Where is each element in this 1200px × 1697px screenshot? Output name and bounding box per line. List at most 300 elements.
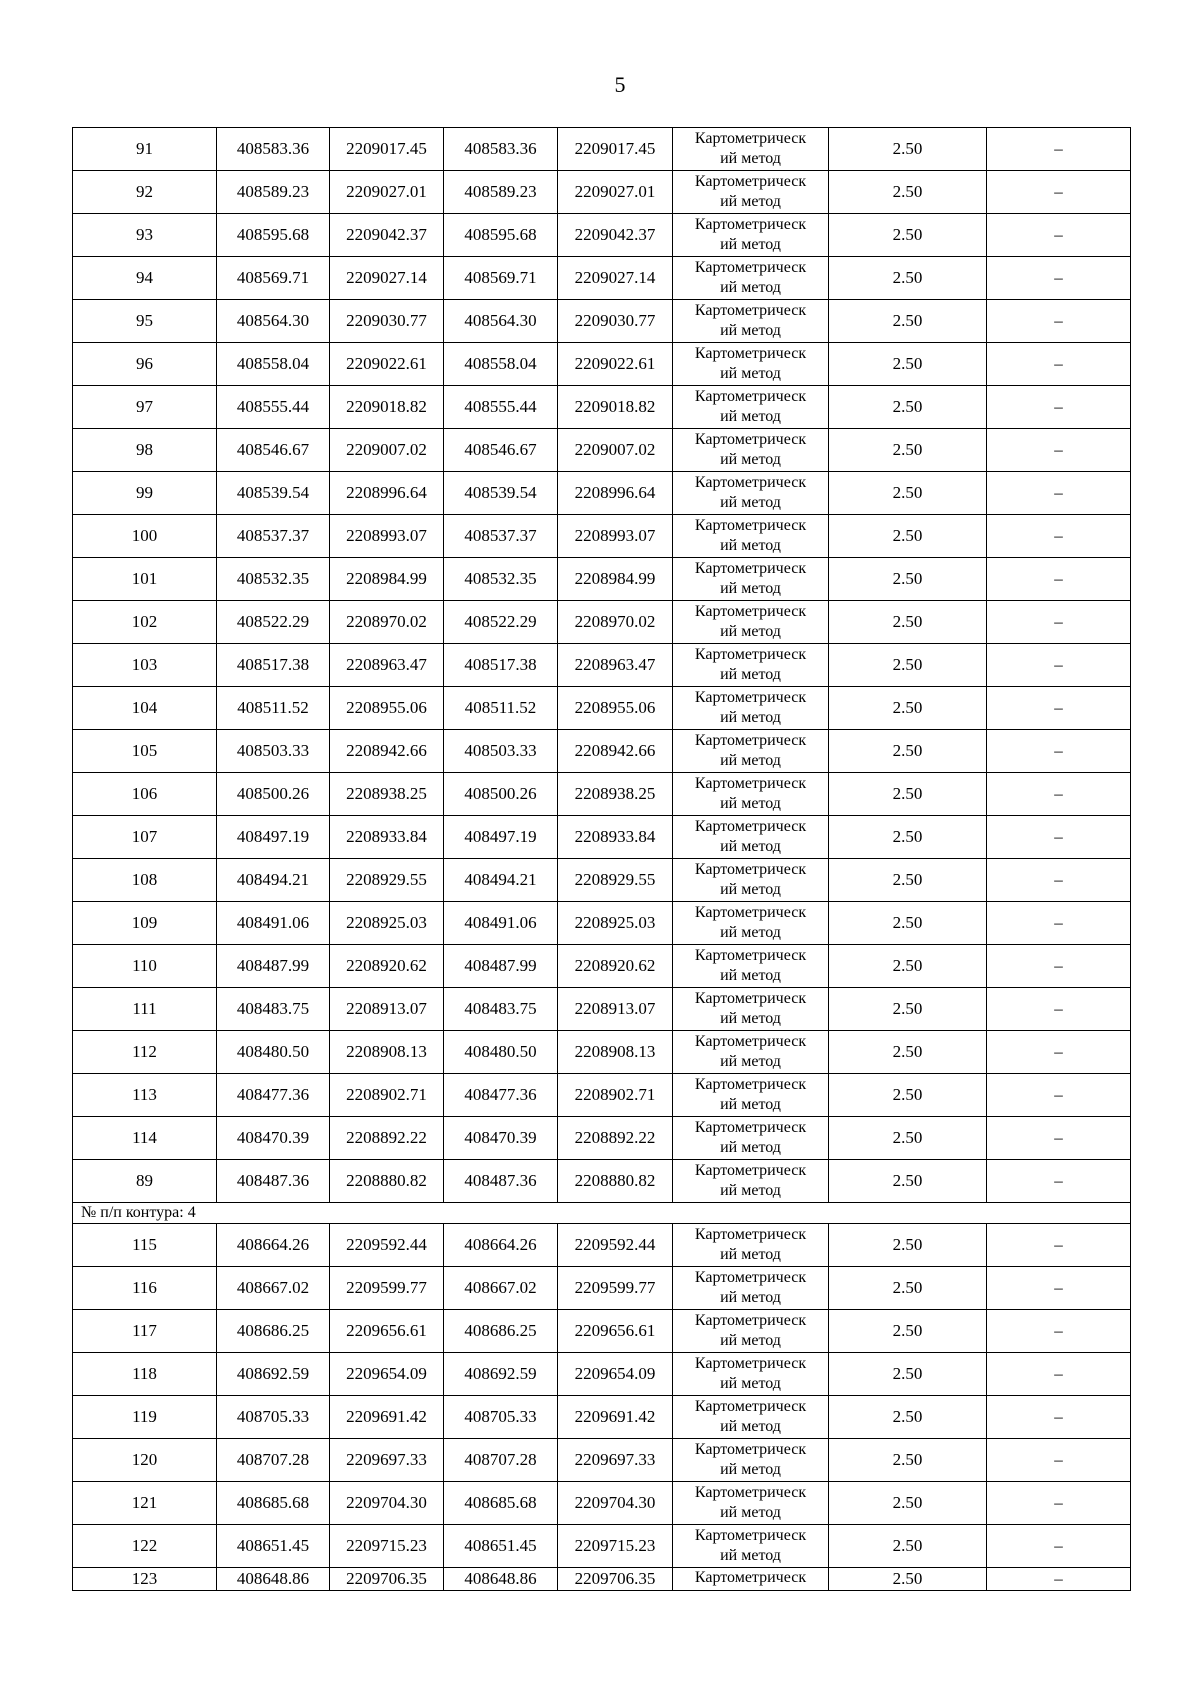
method-cell: [673, 1439, 829, 1482]
existing-x-cell: 408491.06: [217, 902, 330, 945]
accuracy-cell: 2.50: [829, 816, 987, 859]
new-y-cell: 2208880.82: [558, 1160, 673, 1203]
accuracy-cell: 2.50: [829, 1439, 987, 1482]
description-cell: –: [987, 730, 1131, 773]
description-cell: –: [987, 300, 1131, 343]
point-number-cell: 117: [73, 1310, 217, 1353]
existing-x-cell: 408480.50: [217, 1031, 330, 1074]
new-y-cell: 2208892.22: [558, 1117, 673, 1160]
accuracy-cell: 2.50: [829, 1482, 987, 1525]
existing-y-cell: 2209592.44: [330, 1224, 444, 1267]
method-cell: [673, 472, 829, 515]
new-y-cell: 2209030.77: [558, 300, 673, 343]
method-line-2: ий метод: [720, 1375, 781, 1392]
description-cell: –: [987, 171, 1131, 214]
existing-x-cell: 408537.37: [217, 515, 330, 558]
existing-x-cell: 408517.38: [217, 644, 330, 687]
new-x-cell: 408511.52: [444, 687, 558, 730]
new-y-cell: 2209017.45: [558, 128, 673, 171]
point-number-cell: 95: [73, 300, 217, 343]
new-x-cell: 408692.59: [444, 1353, 558, 1396]
table-row: [73, 128, 1131, 171]
new-y-cell: 2208996.64: [558, 472, 673, 515]
table-row: [73, 1396, 1131, 1439]
table-row: [73, 386, 1131, 429]
existing-x-cell: 408589.23: [217, 171, 330, 214]
accuracy-cell: 2.50: [829, 859, 987, 902]
existing-y-cell: 2208970.02: [330, 601, 444, 644]
existing-y-cell: 2208892.22: [330, 1117, 444, 1160]
description-cell: –: [987, 386, 1131, 429]
table-row: [73, 773, 1131, 816]
new-y-cell: 2208955.06: [558, 687, 673, 730]
accuracy-cell: 2.50: [829, 1160, 987, 1203]
method-line-1: Картометрическ: [694, 259, 807, 276]
method-line-2: ий метод: [720, 1332, 781, 1349]
description-cell: –: [987, 1310, 1131, 1353]
new-y-cell: 2209592.44: [558, 1224, 673, 1267]
table-row: [73, 429, 1131, 472]
description-cell: –: [987, 214, 1131, 257]
existing-y-cell: 2209027.01: [330, 171, 444, 214]
existing-y-cell: 2209017.45: [330, 128, 444, 171]
description-cell: –: [987, 1353, 1131, 1396]
table-row: [73, 859, 1131, 902]
point-number-cell: 102: [73, 601, 217, 644]
accuracy-cell: 2.50: [829, 1310, 987, 1353]
new-x-cell: 408558.04: [444, 343, 558, 386]
table-row: [73, 1267, 1131, 1310]
description-cell: –: [987, 257, 1131, 300]
table-row: [73, 1525, 1131, 1568]
method-cell: [673, 1160, 829, 1203]
point-number-cell: 121: [73, 1482, 217, 1525]
method-line-2: ий метод: [720, 537, 781, 554]
method-line-1: Картометрическ: [694, 1355, 807, 1372]
point-number-cell: 111: [73, 988, 217, 1031]
method-line-1: Картометрическ: [694, 474, 807, 491]
method-line-2: ий метод: [720, 709, 781, 726]
accuracy-cell: 2.50: [829, 644, 987, 687]
new-x-cell: 408648.86: [444, 1568, 558, 1591]
accuracy-cell: 2.50: [829, 1031, 987, 1074]
description-cell: –: [987, 343, 1131, 386]
method-line-1: Картометрическ: [694, 603, 807, 620]
new-x-cell: 408503.33: [444, 730, 558, 773]
description-cell: –: [987, 1031, 1131, 1074]
existing-x-cell: 408705.33: [217, 1396, 330, 1439]
new-x-cell: 408667.02: [444, 1267, 558, 1310]
point-number-cell: 108: [73, 859, 217, 902]
description-cell: –: [987, 1160, 1131, 1203]
existing-x-cell: 408564.30: [217, 300, 330, 343]
method-line-1: Картометрическ: [694, 345, 807, 362]
existing-y-cell: 2208920.62: [330, 945, 444, 988]
method-line-2: ий метод: [720, 236, 781, 253]
accuracy-cell: 2.50: [829, 558, 987, 601]
page-number: 5: [614, 72, 626, 97]
existing-x-cell: 408583.36: [217, 128, 330, 171]
accuracy-cell: 2.50: [829, 1267, 987, 1310]
method-cell: [673, 988, 829, 1031]
method-line-1: Картометрическ: [694, 1569, 807, 1586]
existing-y-cell: 2208938.25: [330, 773, 444, 816]
existing-y-cell: 2209027.14: [330, 257, 444, 300]
existing-y-cell: 2209018.82: [330, 386, 444, 429]
new-y-cell: 2208920.62: [558, 945, 673, 988]
new-x-cell: 408494.21: [444, 859, 558, 902]
point-number-cell: 89: [73, 1160, 217, 1203]
table-row: [73, 988, 1131, 1031]
new-y-cell: 2208970.02: [558, 601, 673, 644]
method-line-1: Картометрическ: [694, 904, 807, 921]
existing-y-cell: 2208880.82: [330, 1160, 444, 1203]
existing-x-cell: 408470.39: [217, 1117, 330, 1160]
table-row: [73, 1160, 1131, 1203]
new-x-cell: 408480.50: [444, 1031, 558, 1074]
table-row: [73, 945, 1131, 988]
existing-x-cell: 408497.19: [217, 816, 330, 859]
existing-y-cell: 2208993.07: [330, 515, 444, 558]
method-cell: [673, 601, 829, 644]
existing-y-cell: 2209007.02: [330, 429, 444, 472]
method-cell: [673, 1525, 829, 1568]
method-cell: [673, 300, 829, 343]
existing-x-cell: 408595.68: [217, 214, 330, 257]
accuracy-cell: 2.50: [829, 687, 987, 730]
method-line-1: Картометрическ: [694, 1441, 807, 1458]
point-number-cell: 97: [73, 386, 217, 429]
new-x-cell: 408539.54: [444, 472, 558, 515]
existing-x-cell: 408487.36: [217, 1160, 330, 1203]
point-number-cell: 101: [73, 558, 217, 601]
existing-y-cell: 2209030.77: [330, 300, 444, 343]
method-line-1: Картометрическ: [694, 130, 807, 147]
accuracy-cell: 2.50: [829, 773, 987, 816]
method-cell: [673, 773, 829, 816]
accuracy-cell: 2.50: [829, 1568, 987, 1591]
point-number-cell: 106: [73, 773, 217, 816]
existing-x-cell: 408511.52: [217, 687, 330, 730]
existing-y-cell: 2208908.13: [330, 1031, 444, 1074]
method-line-1: Картометрическ: [694, 947, 807, 964]
existing-x-cell: 408648.86: [217, 1568, 330, 1591]
new-x-cell: 408497.19: [444, 816, 558, 859]
existing-x-cell: 408667.02: [217, 1267, 330, 1310]
point-number-cell: 114: [73, 1117, 217, 1160]
method-line-2: ий метод: [720, 1504, 781, 1521]
description-cell: –: [987, 1525, 1131, 1568]
description-cell: –: [987, 472, 1131, 515]
existing-y-cell: 2209654.09: [330, 1353, 444, 1396]
method-cell: [673, 1482, 829, 1525]
new-x-cell: 408537.37: [444, 515, 558, 558]
existing-y-cell: 2209042.37: [330, 214, 444, 257]
table-row: [73, 1117, 1131, 1160]
description-cell: –: [987, 1074, 1131, 1117]
existing-x-cell: 408692.59: [217, 1353, 330, 1396]
table-row: [73, 257, 1131, 300]
method-cell: [673, 1031, 829, 1074]
existing-x-cell: 408487.99: [217, 945, 330, 988]
new-x-cell: 408707.28: [444, 1439, 558, 1482]
method-line-1: Картометрическ: [694, 818, 807, 835]
existing-x-cell: 408539.54: [217, 472, 330, 515]
new-x-cell: 408651.45: [444, 1525, 558, 1568]
method-line-1: Картометрическ: [694, 431, 807, 448]
point-number-cell: 92: [73, 171, 217, 214]
method-line-2: ий метод: [720, 193, 781, 210]
method-line-1: Картометрическ: [694, 775, 807, 792]
new-x-cell: 408546.67: [444, 429, 558, 472]
new-y-cell: 2208929.55: [558, 859, 673, 902]
method-line-2: ий метод: [720, 1053, 781, 1070]
point-number-cell: 113: [73, 1074, 217, 1117]
new-y-cell: 2209704.30: [558, 1482, 673, 1525]
method-line-1: Картометрическ: [694, 1312, 807, 1329]
new-y-cell: 2209654.09: [558, 1353, 673, 1396]
table-row: [73, 644, 1131, 687]
existing-y-cell: 2209715.23: [330, 1525, 444, 1568]
table-row: [73, 1310, 1131, 1353]
method-line-2: ий метод: [720, 967, 781, 984]
new-x-cell: 408500.26: [444, 773, 558, 816]
existing-y-cell: 2208942.66: [330, 730, 444, 773]
point-number-cell: 115: [73, 1224, 217, 1267]
accuracy-cell: 2.50: [829, 1074, 987, 1117]
new-y-cell: 2208993.07: [558, 515, 673, 558]
method-line-2: ий метод: [720, 150, 781, 167]
new-x-cell: 408487.36: [444, 1160, 558, 1203]
existing-y-cell: 2209022.61: [330, 343, 444, 386]
existing-y-cell: 2208933.84: [330, 816, 444, 859]
point-number-cell: 119: [73, 1396, 217, 1439]
description-cell: –: [987, 1267, 1131, 1310]
point-number-cell: 109: [73, 902, 217, 945]
method-line-1: Картометрическ: [694, 302, 807, 319]
new-y-cell: 2209022.61: [558, 343, 673, 386]
method-line-1: Картометрическ: [694, 1527, 807, 1544]
method-line-2: ий метод: [720, 408, 781, 425]
existing-y-cell: 2209656.61: [330, 1310, 444, 1353]
existing-y-cell: 2209691.42: [330, 1396, 444, 1439]
method-cell: [673, 1117, 829, 1160]
existing-y-cell: 2209706.35: [330, 1568, 444, 1591]
point-number-cell: 94: [73, 257, 217, 300]
new-y-cell: 2209018.82: [558, 386, 673, 429]
existing-x-cell: 408685.68: [217, 1482, 330, 1525]
method-cell: [673, 816, 829, 859]
existing-x-cell: 408686.25: [217, 1310, 330, 1353]
new-x-cell: 408705.33: [444, 1396, 558, 1439]
new-x-cell: 408686.25: [444, 1310, 558, 1353]
method-line-1: Картометрическ: [694, 173, 807, 190]
method-line-2: ий метод: [720, 1139, 781, 1156]
method-line-2: ий метод: [720, 1182, 781, 1199]
description-cell: –: [987, 1224, 1131, 1267]
accuracy-cell: 2.50: [829, 945, 987, 988]
point-number-cell: 123: [73, 1568, 217, 1591]
new-x-cell: 408517.38: [444, 644, 558, 687]
method-line-2: ий метод: [720, 666, 781, 683]
new-y-cell: 2209691.42: [558, 1396, 673, 1439]
method-cell: [673, 558, 829, 601]
existing-x-cell: 408546.67: [217, 429, 330, 472]
point-number-cell: 98: [73, 429, 217, 472]
method-line-2: ий метод: [720, 1096, 781, 1113]
point-number-cell: 107: [73, 816, 217, 859]
table-row: [73, 601, 1131, 644]
existing-x-cell: 408664.26: [217, 1224, 330, 1267]
method-line-1: Картометрическ: [694, 560, 807, 577]
point-number-cell: 120: [73, 1439, 217, 1482]
point-number-cell: 116: [73, 1267, 217, 1310]
table-row: [73, 214, 1131, 257]
existing-x-cell: 408707.28: [217, 1439, 330, 1482]
new-x-cell: 408589.23: [444, 171, 558, 214]
new-y-cell: 2208938.25: [558, 773, 673, 816]
table-row: [73, 515, 1131, 558]
accuracy-cell: 2.50: [829, 300, 987, 343]
existing-x-cell: 408500.26: [217, 773, 330, 816]
point-number-cell: 105: [73, 730, 217, 773]
existing-y-cell: 2208955.06: [330, 687, 444, 730]
accuracy-cell: 2.50: [829, 1117, 987, 1160]
existing-y-cell: 2208963.47: [330, 644, 444, 687]
accuracy-cell: 2.50: [829, 730, 987, 773]
method-line-1: Картометрическ: [694, 1033, 807, 1050]
method-cell: [673, 343, 829, 386]
new-y-cell: 2209007.02: [558, 429, 673, 472]
existing-y-cell: 2209704.30: [330, 1482, 444, 1525]
method-cell: [673, 171, 829, 214]
new-y-cell: 2209715.23: [558, 1525, 673, 1568]
new-y-cell: 2208913.07: [558, 988, 673, 1031]
table-row: [73, 1353, 1131, 1396]
method-line-1: Картометрическ: [694, 1484, 807, 1501]
method-line-2: ий метод: [720, 1418, 781, 1435]
new-x-cell: 408522.29: [444, 601, 558, 644]
new-x-cell: 408569.71: [444, 257, 558, 300]
existing-x-cell: 408651.45: [217, 1525, 330, 1568]
method-line-1: Картометрическ: [694, 732, 807, 749]
method-line-2: ий метод: [720, 623, 781, 640]
new-y-cell: 2208942.66: [558, 730, 673, 773]
description-cell: –: [987, 1568, 1131, 1591]
point-number-cell: 99: [73, 472, 217, 515]
existing-y-cell: 2209599.77: [330, 1267, 444, 1310]
accuracy-cell: 2.50: [829, 1353, 987, 1396]
coordinates-table: [72, 127, 1131, 1591]
new-y-cell: 2208984.99: [558, 558, 673, 601]
method-line-2: ий метод: [720, 881, 781, 898]
description-cell: –: [987, 128, 1131, 171]
description-cell: –: [987, 773, 1131, 816]
existing-y-cell: 2208902.71: [330, 1074, 444, 1117]
table-row: [73, 687, 1131, 730]
method-cell: [673, 1074, 829, 1117]
point-number-cell: 104: [73, 687, 217, 730]
table-row: [73, 343, 1131, 386]
new-x-cell: 408470.39: [444, 1117, 558, 1160]
table-row: [73, 730, 1131, 773]
table-row: [73, 1439, 1131, 1482]
method-line-2: ий метод: [720, 1010, 781, 1027]
table-row: [73, 1568, 1131, 1591]
new-x-cell: 408532.35: [444, 558, 558, 601]
new-x-cell: 408483.75: [444, 988, 558, 1031]
table-row: [73, 902, 1131, 945]
accuracy-cell: 2.50: [829, 1396, 987, 1439]
method-cell: [673, 859, 829, 902]
method-line-1: Картометрическ: [694, 1269, 807, 1286]
method-cell: [673, 1353, 829, 1396]
method-line-1: Картометрическ: [694, 388, 807, 405]
new-y-cell: 2209042.37: [558, 214, 673, 257]
existing-y-cell: 2208913.07: [330, 988, 444, 1031]
new-y-cell: 2208925.03: [558, 902, 673, 945]
table-row: [73, 1074, 1131, 1117]
method-cell: [673, 257, 829, 300]
description-cell: –: [987, 687, 1131, 730]
existing-y-cell: 2209697.33: [330, 1439, 444, 1482]
table-row: [73, 472, 1131, 515]
description-cell: –: [987, 601, 1131, 644]
method-cell: [673, 644, 829, 687]
method-line-2: ий метод: [720, 838, 781, 855]
point-number-cell: 100: [73, 515, 217, 558]
method-line-2: ий метод: [720, 365, 781, 382]
method-line-1: Картометрическ: [694, 216, 807, 233]
new-x-cell: 408491.06: [444, 902, 558, 945]
method-cell: [673, 128, 829, 171]
method-line-2: ий метод: [720, 279, 781, 296]
method-line-1: Картометрическ: [694, 689, 807, 706]
table-row: [73, 558, 1131, 601]
method-line-2: ий метод: [720, 580, 781, 597]
description-cell: –: [987, 988, 1131, 1031]
accuracy-cell: 2.50: [829, 472, 987, 515]
existing-x-cell: 408569.71: [217, 257, 330, 300]
method-line-2: ий метод: [720, 1289, 781, 1306]
accuracy-cell: 2.50: [829, 988, 987, 1031]
method-cell: [673, 945, 829, 988]
description-cell: –: [987, 859, 1131, 902]
description-cell: –: [987, 816, 1131, 859]
new-x-cell: 408555.44: [444, 386, 558, 429]
method-line-2: ий метод: [720, 752, 781, 769]
accuracy-cell: 2.50: [829, 343, 987, 386]
existing-x-cell: 408522.29: [217, 601, 330, 644]
point-number-cell: 122: [73, 1525, 217, 1568]
point-number-cell: 96: [73, 343, 217, 386]
method-line-2: ий метод: [720, 494, 781, 511]
contour-section-row: [73, 1203, 1131, 1224]
method-line-1: Картометрическ: [694, 646, 807, 663]
existing-y-cell: 2208996.64: [330, 472, 444, 515]
accuracy-cell: 2.50: [829, 1224, 987, 1267]
point-number-cell: 103: [73, 644, 217, 687]
method-cell: [673, 1310, 829, 1353]
accuracy-cell: 2.50: [829, 515, 987, 558]
method-cell: [673, 1568, 829, 1591]
new-y-cell: 2209706.35: [558, 1568, 673, 1591]
accuracy-cell: 2.50: [829, 128, 987, 171]
table-row: [73, 300, 1131, 343]
method-cell: [673, 1267, 829, 1310]
method-cell: [673, 687, 829, 730]
existing-y-cell: 2208984.99: [330, 558, 444, 601]
